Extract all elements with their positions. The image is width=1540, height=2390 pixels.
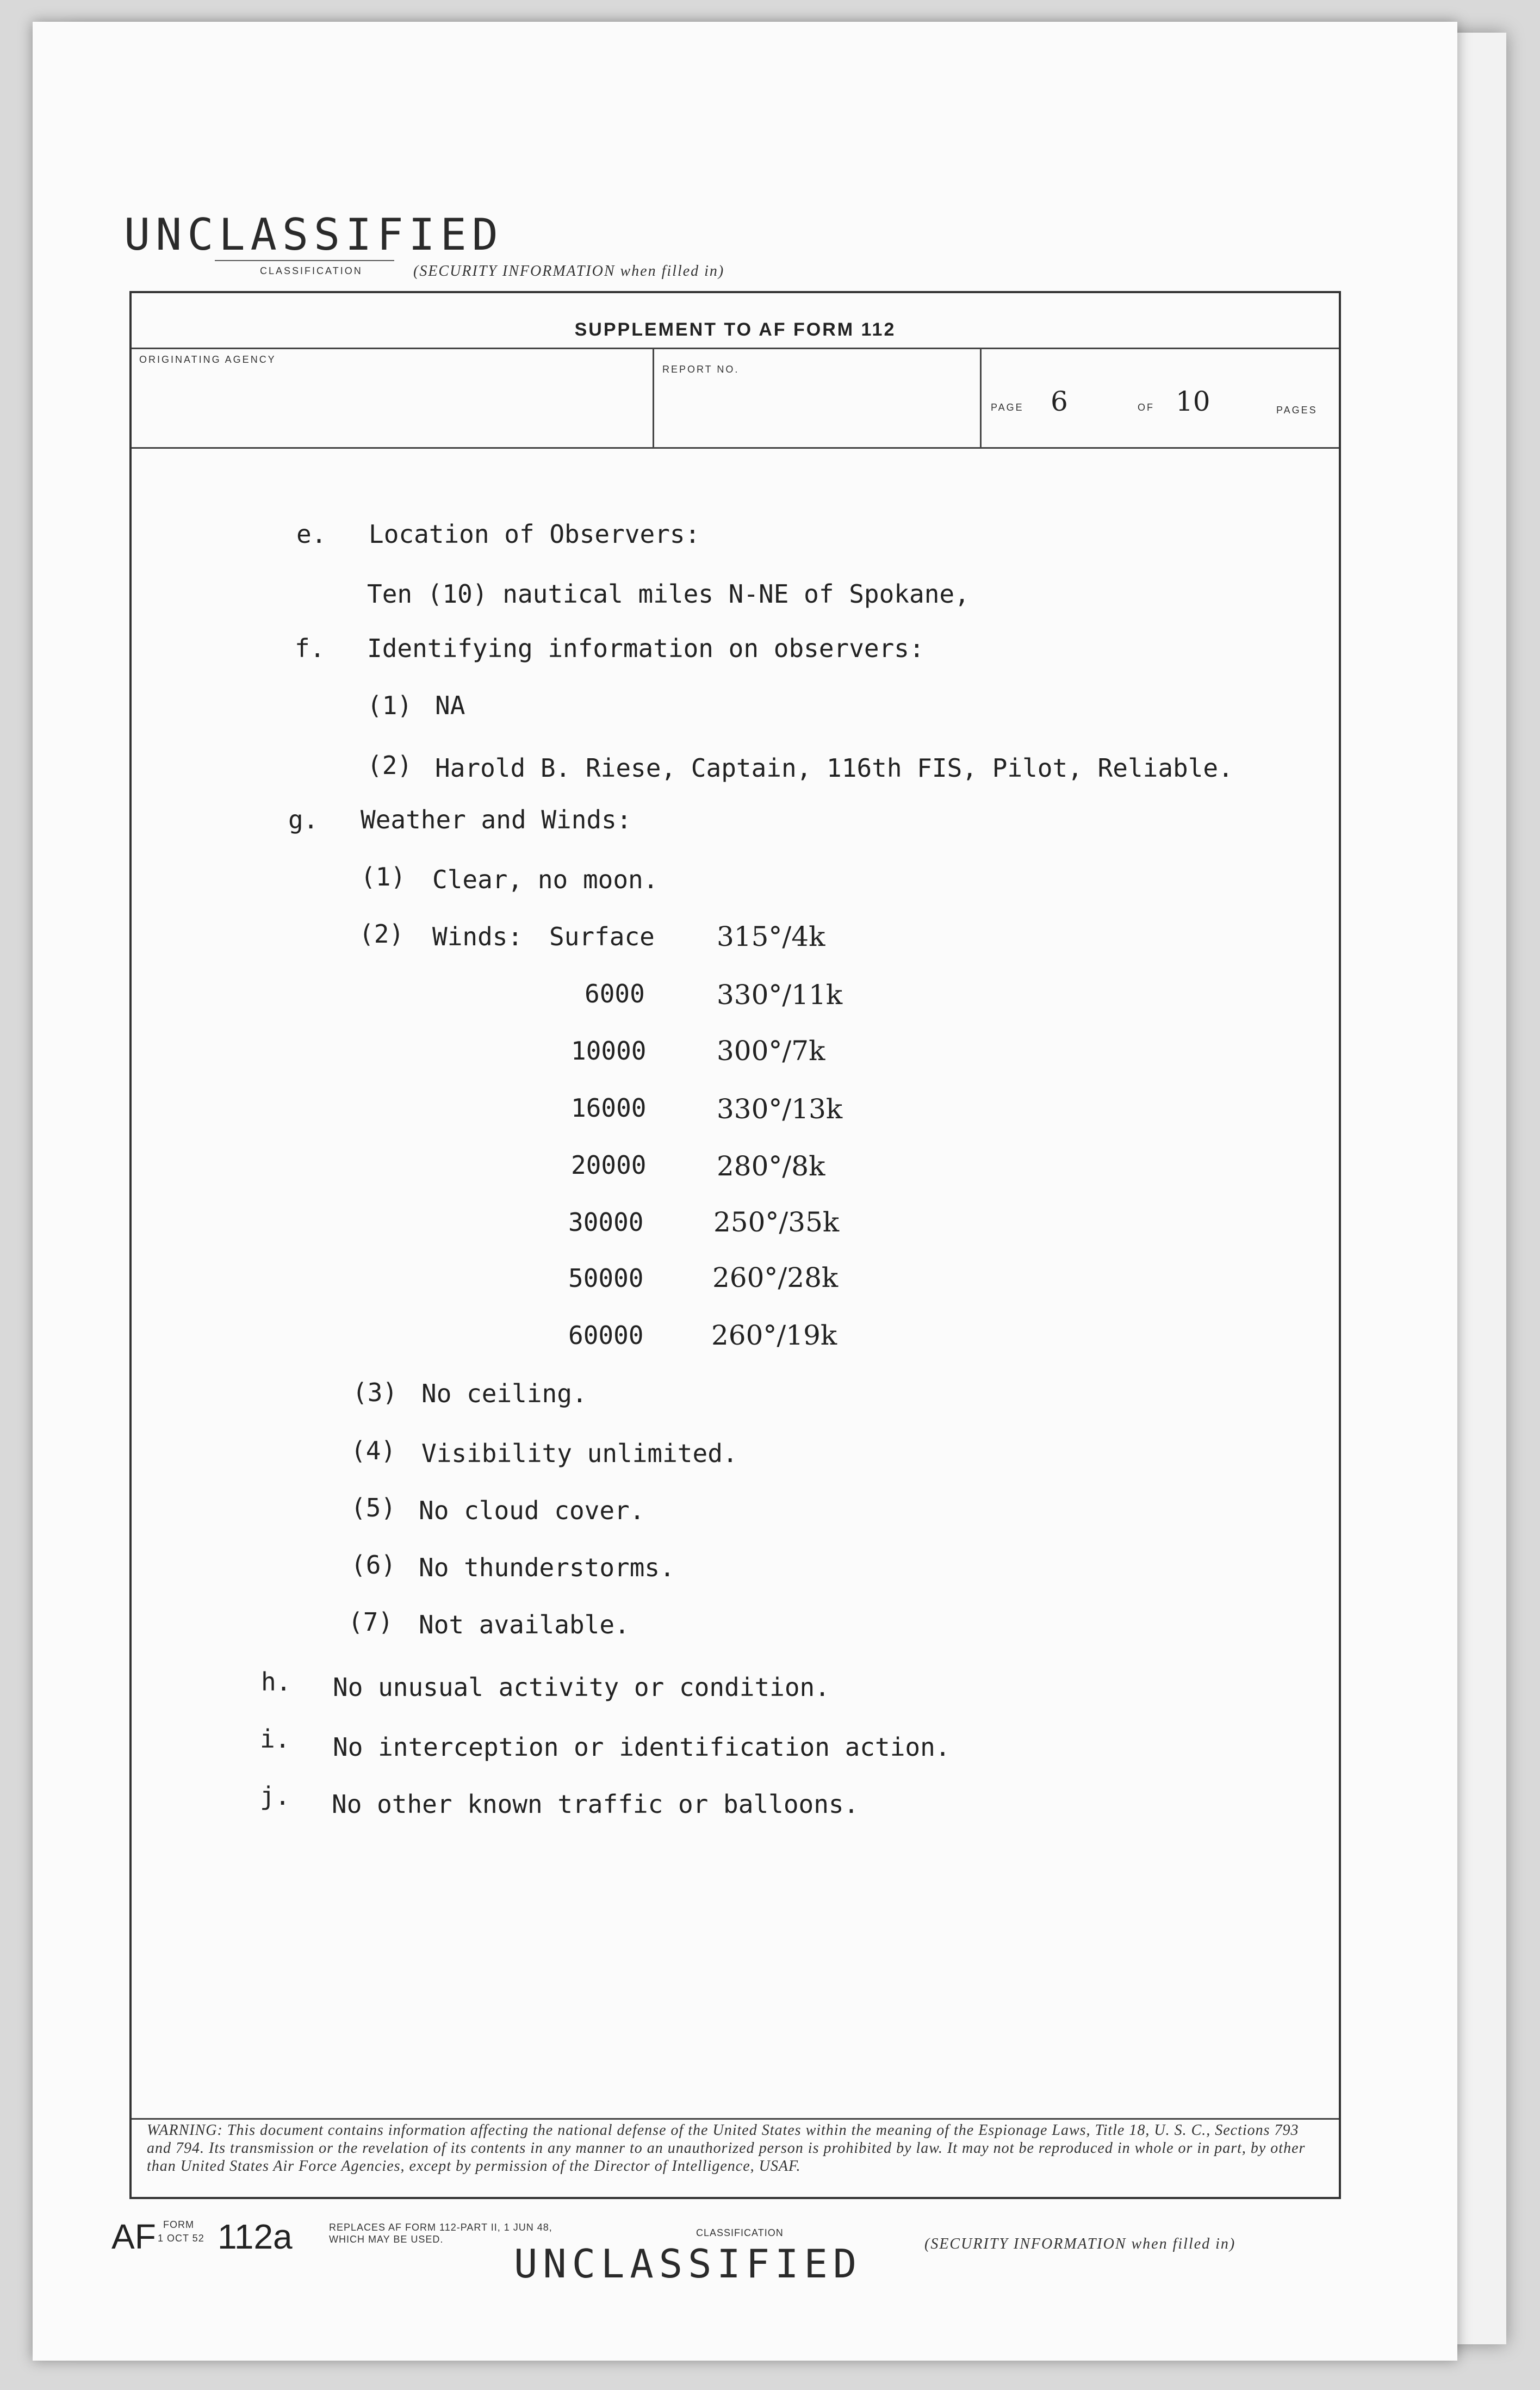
classification-label-bottom: CLASSIFICATION [696,2227,784,2238]
wind-altitude: 20000 [571,1150,647,1180]
item-f-letter: f. [295,634,325,663]
security-note-bottom: (SECURITY INFORMATION when filled in) [924,2236,1236,2252]
item-j-letter: j. [260,1781,290,1811]
footer-af: AF [111,2217,156,2256]
warning-text: WARNING: This document contains information affecting the national defense of the United States within the meaning of the Espionage Laws, Title 18, U. S. C., Sections 793 and 794. Its transmission or the revelation of its contents in any manner to an unauthorized person is prohibited by law. It may not be reproduced in whole or in part, by other than United States Air Force Agencies, except by permission of the Director of Intelligence, USAF. [147,2122,1306,2175]
footer-replaces-line-2: WHICH MAY BE USED. [329,2234,444,2245]
footer-form-number: 112a [218,2217,293,2256]
item-g2-number: (2) [359,919,405,949]
wind-value: 280°/8k [717,1150,825,1182]
page-number: 6 [1051,386,1068,417]
item-f2-number: (2) [367,751,413,780]
item-g3-number: (3) [352,1378,398,1407]
security-note-top: (SECURITY INFORMATION when filled in) [413,263,725,280]
footer-replaces-line-1: REPLACES AF FORM 112-PART II, 1 JUN 48, [329,2222,552,2233]
item-h-text: No unusual activity or condition. [333,1673,830,1702]
item-g7-text: Not available. [419,1610,630,1639]
item-g4-text: Visibility unlimited. [421,1439,738,1468]
item-h-letter: h. [261,1667,291,1696]
classification-label-top: CLASSIFICATION [260,265,363,276]
form-title: SUPPLEMENT TO AF FORM 112 [574,319,896,340]
report-no-label: REPORT NO. [662,364,740,375]
form-frame [129,291,1341,2199]
wind-altitude: Surface [549,922,655,951]
item-f1-number: (1) [367,691,413,720]
classification-stamp-top: UNCLASSIFIED [124,209,504,260]
item-e-title: Location of Observers: [369,519,700,549]
of-label: OF [1138,402,1154,413]
item-f2-text: Harold B. Riese, Captain, 116th FIS, Pilot, Reliable. [435,753,1233,783]
classification-underline [215,260,394,261]
item-g-title: Weather and Winds: [361,805,632,834]
page-total: 10 [1176,386,1210,417]
page-label: PAGE [991,402,1024,413]
item-g5-number: (5) [351,1493,396,1522]
item-g6-text: No thunderstorms. [419,1553,675,1582]
pages-label: PAGES [1276,405,1318,416]
classification-stamp-bottom: UNCLASSIFIED [514,2241,862,2287]
warning-divider [132,2118,1339,2120]
footer-form-word: FORM [163,2219,194,2230]
wind-altitude: 30000 [568,1208,644,1237]
originating-agency-label: ORIGINATING AGENCY [139,354,276,365]
item-e-text: Ten (10) nautical miles N-NE of Spokane, [367,579,970,609]
meta-divider [132,447,1339,449]
wind-value: 260°/19k [711,1320,837,1351]
item-f-title: Identifying information on observers: [367,634,924,663]
agency-divider [653,348,654,447]
item-g7-number: (7) [348,1607,394,1637]
item-g5-text: No cloud cover. [419,1496,645,1525]
header-divider [132,348,1339,349]
wind-value: 330°/13k [717,1093,843,1125]
wind-value: 300°/7k [717,1035,825,1067]
wind-altitude: 16000 [571,1093,647,1123]
item-i-letter: i. [260,1724,290,1754]
wind-altitude: 10000 [571,1036,647,1066]
item-g4-number: (4) [351,1436,396,1465]
wind-value: 315°/4k [717,921,825,952]
wind-altitude: 50000 [568,1264,644,1293]
wind-value: 260°/28k [712,1262,839,1293]
item-g1-text: Clear, no moon. [432,865,659,894]
item-e-letter: e. [296,519,327,549]
wind-altitude: 6000 [585,979,645,1008]
item-f1-text: NA [435,691,465,720]
item-g-letter: g. [288,805,319,834]
wind-value: 250°/35k [713,1206,840,1238]
item-i-text: No interception or identification action. [333,1732,951,1762]
footer-form-date: 1 OCT 52 [158,2233,204,2244]
item-g6-number: (6) [351,1550,396,1580]
report-divider [980,348,982,447]
winds-label: Winds: [432,922,523,951]
item-j-text: No other known traffic or balloons. [332,1790,859,1819]
item-g1-number: (1) [361,862,406,891]
wind-altitude: 60000 [568,1321,644,1350]
wind-value: 330°/11k [717,979,843,1011]
item-g3-text: No ceiling. [421,1379,587,1408]
